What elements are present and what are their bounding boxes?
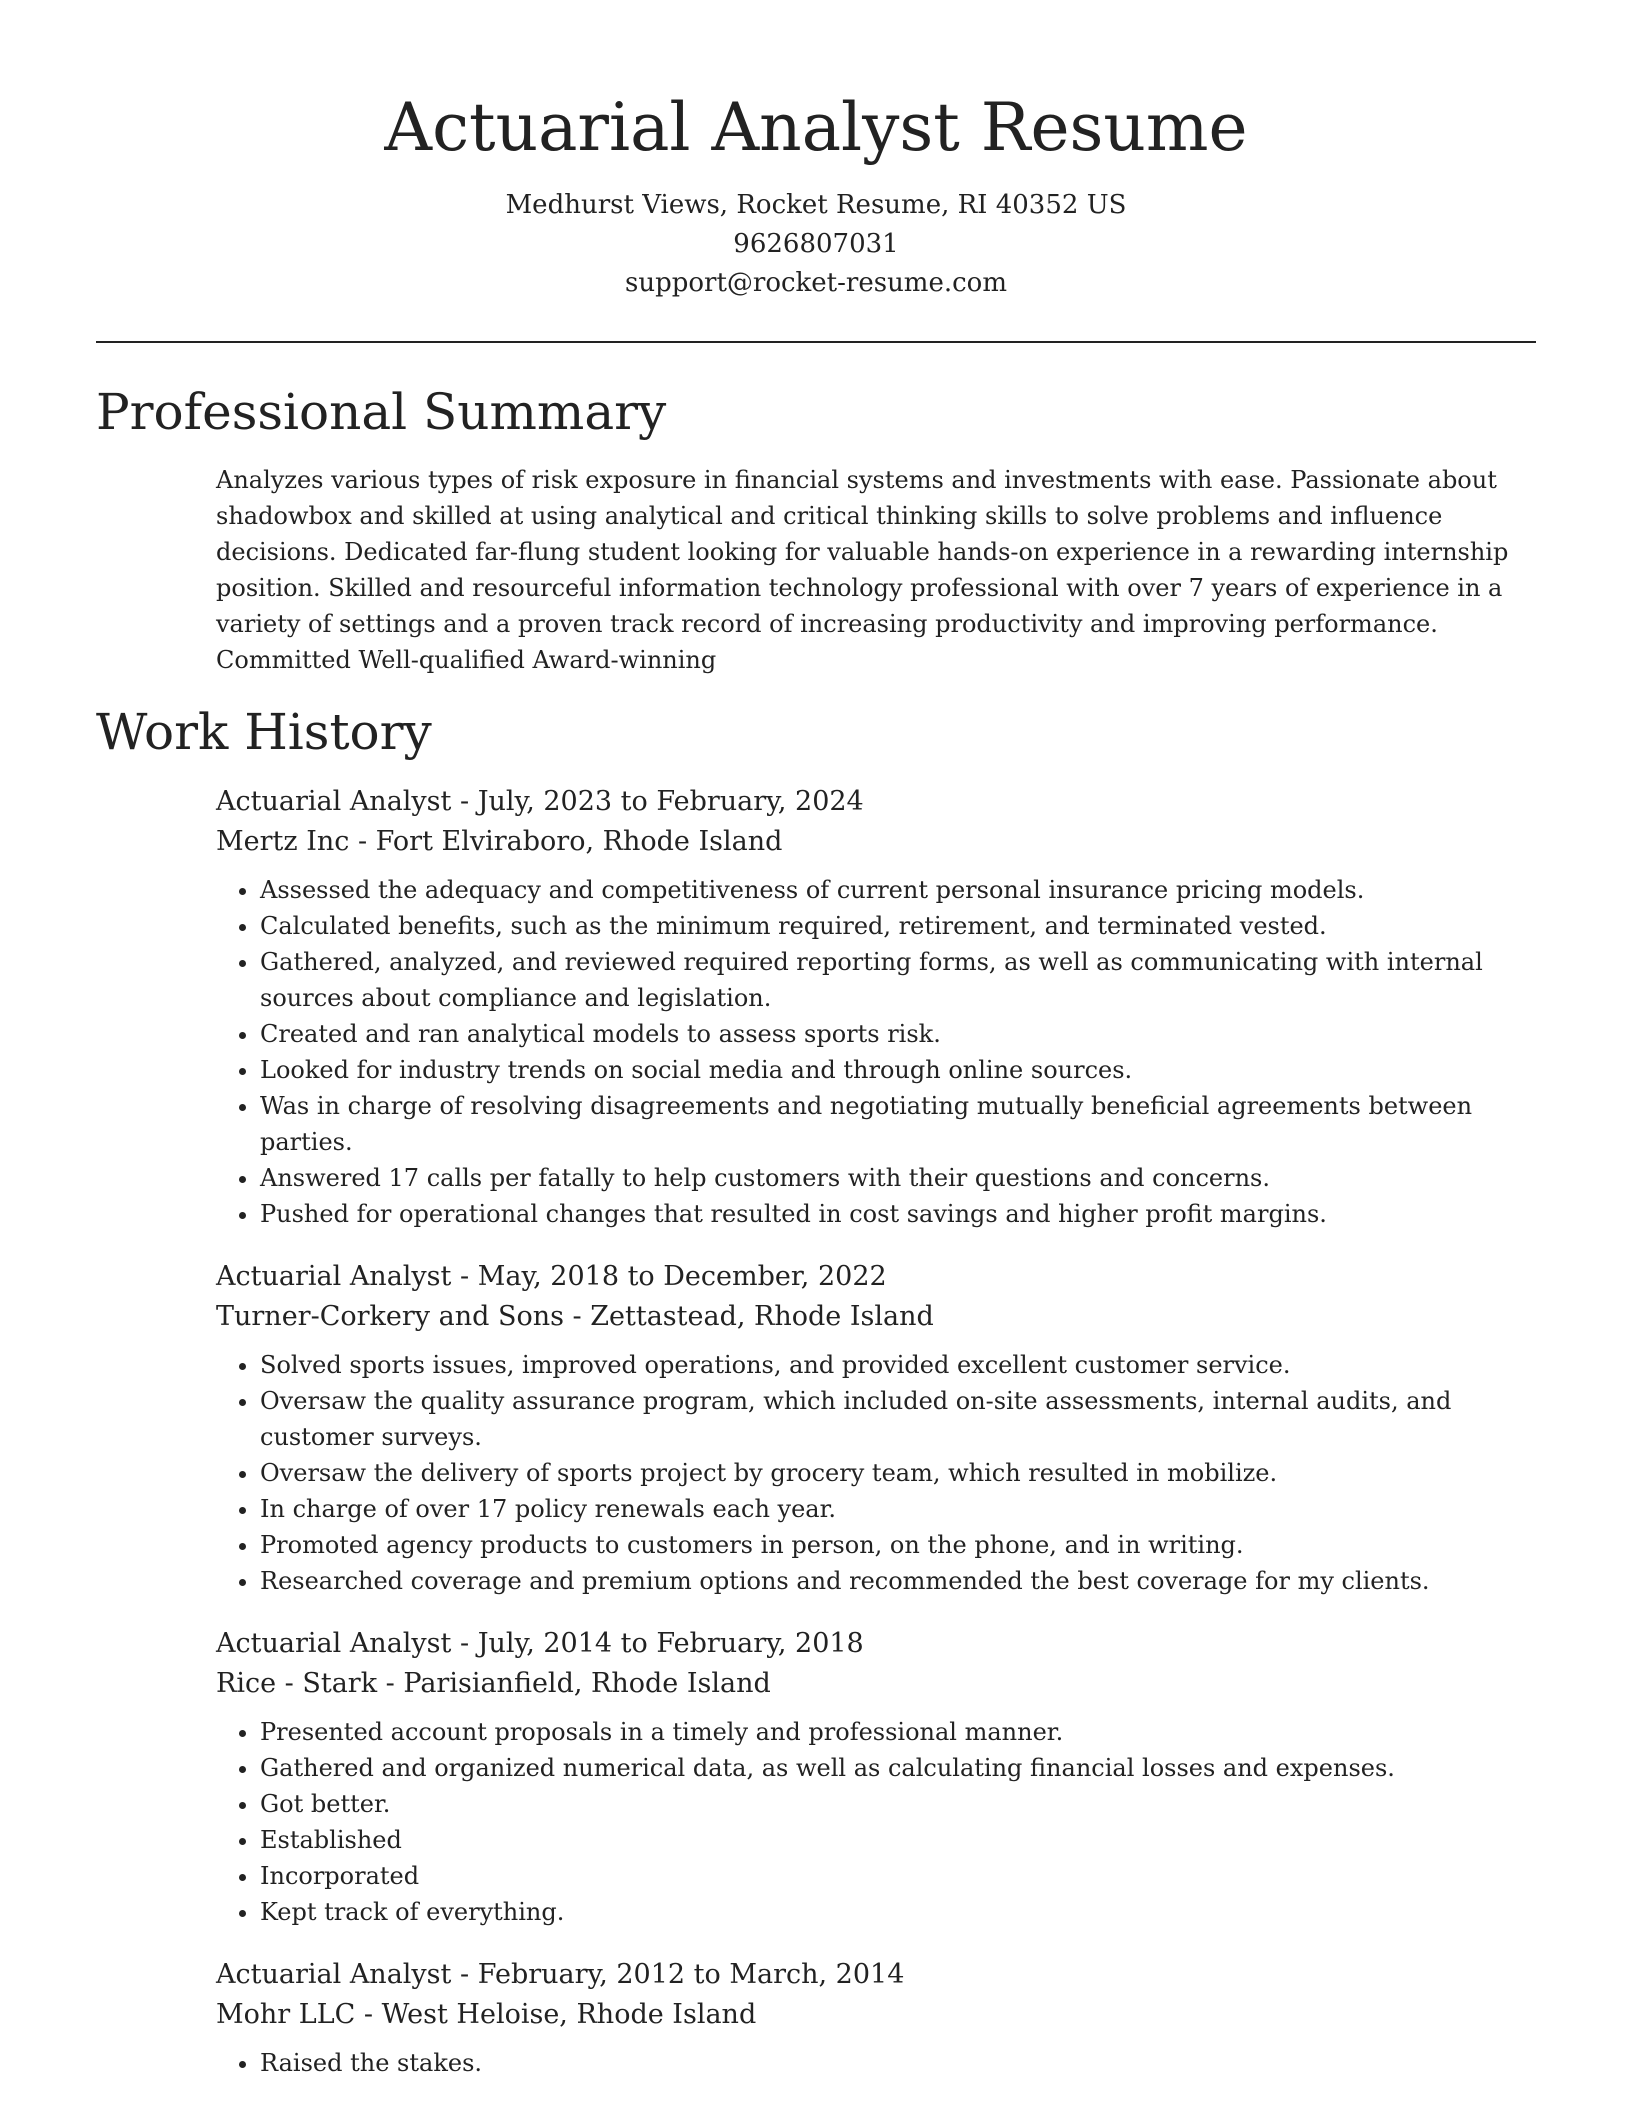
job-company: Mohr LLC — [216, 1999, 356, 2030]
header-divider — [96, 341, 1536, 343]
job-bullet: • Oversaw the quality assurance program, which included on-site assessments, internal audits, and customer surveys. — [260, 1383, 1536, 1455]
job-title-line — [216, 1624, 1536, 1664]
job-entry — [216, 1955, 1536, 2081]
job-bullet: • Was in charge of resolving disagreements and negotiating mutually beneficial agreements between parties. — [260, 1088, 1536, 1160]
job-dates: May, 2018 to December, 2022 — [477, 1261, 887, 1292]
job-bullet: • Looked for industry trends on social media and through online sources. — [260, 1052, 1536, 1088]
job-dates: July, 2023 to February, 2024 — [477, 786, 864, 817]
job-company-line — [216, 1664, 1536, 1704]
separator: - — [451, 1628, 478, 1659]
job-bullet: • Kept track of everything. — [260, 1894, 1536, 1930]
contact-info — [0, 186, 1632, 303]
job-bullet: • Calculated benefits, such as the minimum required, retirement, and terminated vested. — [260, 908, 1536, 944]
job-bullet: • Answered 17 calls per fatally to help customers with their questions and concerns. — [260, 1160, 1536, 1196]
job-bullet: • Assessed the adequacy and competitiveness of current personal insurance pricing models. — [260, 872, 1536, 908]
separator: - — [451, 1261, 478, 1292]
job-title: Actuarial Analyst — [216, 1261, 452, 1292]
job-bullet: • Raised the stakes. — [260, 2045, 1536, 2081]
job-bullet: • Established — [260, 1822, 1536, 1858]
job-title-line — [216, 1955, 1536, 1995]
job-dates: February, 2012 to March, 2014 — [477, 1959, 905, 1990]
job-company: Mertz Inc — [216, 826, 350, 857]
job-bullet-list — [216, 872, 1536, 1232]
separator: - — [563, 1301, 591, 1332]
job-company-line — [216, 822, 1536, 862]
separator: - — [349, 826, 376, 857]
job-bullet: • Promoted agency products to customers in person, on the phone, and in writing. — [260, 1527, 1536, 1563]
job-bullet: • Pushed for operational changes that resulted in cost savings and higher profit margins. — [260, 1196, 1536, 1232]
job-title: Actuarial Analyst — [216, 1628, 452, 1659]
job-title: Actuarial Analyst — [216, 1959, 452, 1990]
job-bullet: • Incorporated — [260, 1858, 1536, 1894]
resume-header — [0, 0, 1632, 303]
job-company: Turner-Corkery and Sons — [216, 1301, 564, 1332]
summary-text: Analyzes various types of risk exposure in financial systems and investments with ease. Passionate about shadowbox and skilled at using analytical and critical thinking skills to solve problems and influence decisions. Dedicated far-flung student looking for valuable hands-on experience in a rewarding internship position. Skilled and resourceful information technology professional with over 7 years of experience in a variety of settings and a proven track record of increasing productivity and improving performance. Committed Well-qualified Award-winning — [216, 466, 1509, 674]
job-bullet: • Researched coverage and premium options and recommended the best coverage for my clients. — [260, 1563, 1536, 1599]
summary-heading: Professional Summary — [96, 383, 667, 441]
job-bullet: • Gathered and organized numerical data, as well as calculating financial losses and expenses. — [260, 1750, 1536, 1786]
job-location: Zettastead, Rhode Island — [590, 1301, 934, 1332]
job-entry — [216, 782, 1536, 1232]
job-location: Parisianfield, Rhode Island — [403, 1668, 771, 1699]
job-location: West Heloise, Rhode Island — [381, 1999, 757, 2030]
job-bullet: • Created and ran analytical models to assess sports risk. — [260, 1016, 1536, 1052]
job-bullet-list — [216, 1347, 1536, 1599]
job-bullet-list — [216, 1714, 1536, 1930]
job-company-line — [216, 1297, 1536, 1337]
job-bullet: • Got better. — [260, 1786, 1536, 1822]
job-bullet-list — [216, 2045, 1536, 2081]
contact-address: Medhurst Views, Rocket Resume, RI 40352 US — [505, 190, 1127, 220]
job-company-line — [216, 1995, 1536, 2035]
job-title: Actuarial Analyst — [216, 786, 452, 817]
job-title-line — [216, 1257, 1536, 1297]
contact-phone: 9626807031 — [733, 229, 899, 259]
job-bullet: • Gathered, analyzed, and reviewed required reporting forms, as well as communicating with internal sources about compliance and legislation. — [260, 944, 1536, 1016]
job-bullet: • Solved sports issues, improved operations, and provided excellent customer service. — [260, 1347, 1536, 1383]
separator: - — [451, 1959, 478, 1990]
job-location: Fort Elviraboro, Rhode Island — [375, 826, 783, 857]
job-bullet: • In charge of over 17 policy renewals each year. — [260, 1491, 1536, 1527]
job-bullet: • Presented account proposals in a timely and professional manner. — [260, 1714, 1536, 1750]
job-company: Rice - Stark — [216, 1668, 378, 1699]
separator: - — [377, 1668, 404, 1699]
work-history-list — [216, 782, 1536, 2081]
resume-title: Actuarial Analyst Resume — [384, 89, 1248, 166]
job-bullet: • Oversaw the delivery of sports project by grocery team, which resulted in mobilize. — [260, 1455, 1536, 1491]
job-dates: July, 2014 to February, 2018 — [477, 1628, 864, 1659]
job-entry — [216, 1624, 1536, 1930]
job-entry — [216, 1257, 1536, 1599]
separator: - — [451, 786, 478, 817]
separator: - — [355, 1999, 382, 2030]
work-history-heading: Work History — [96, 703, 432, 761]
job-title-line — [216, 782, 1536, 822]
contact-email: support@rocket-resume.com — [624, 268, 1007, 298]
